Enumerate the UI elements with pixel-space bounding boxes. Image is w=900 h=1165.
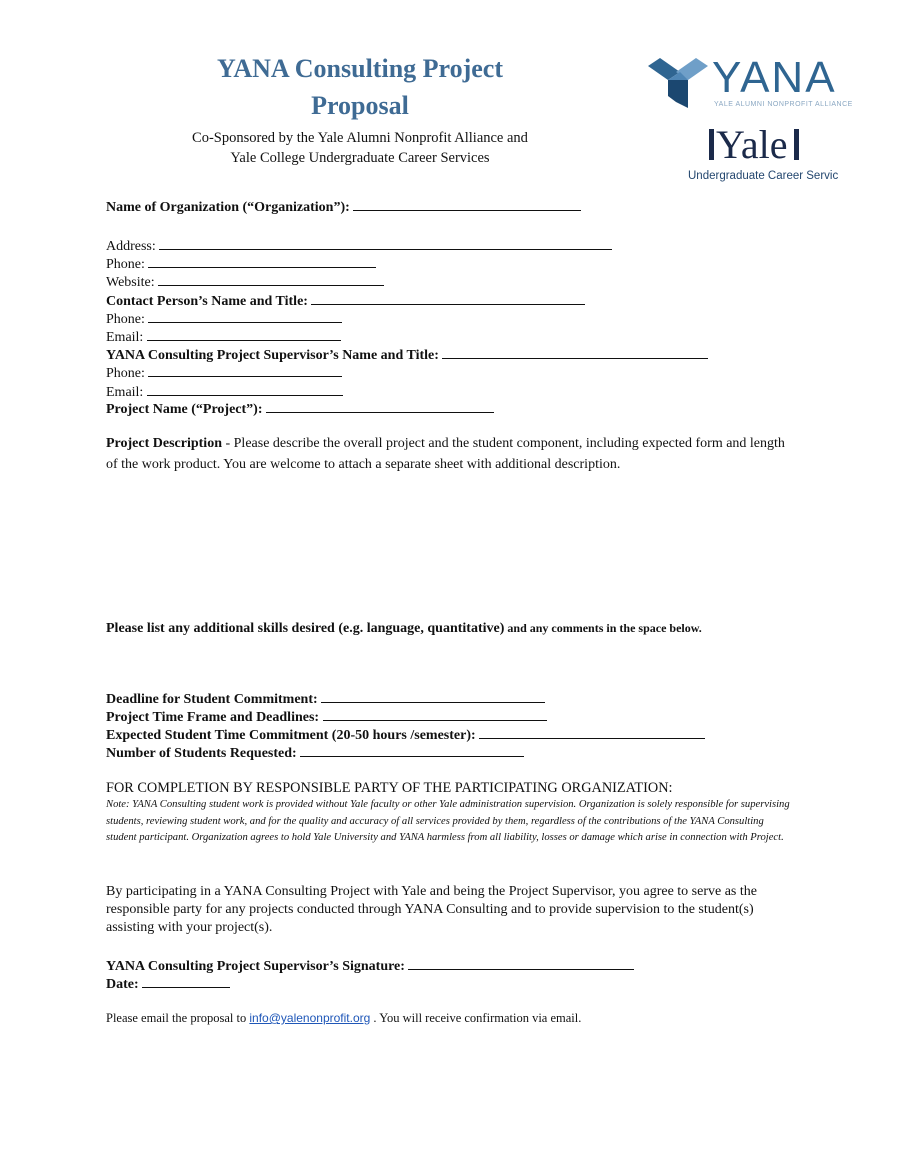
- phone-org-blank[interactable]: [148, 253, 376, 268]
- completion-heading: FOR COMPLETION BY RESPONSIBLE PARTY OF THE PARTICIPATING ORGANIZATION:: [106, 780, 673, 796]
- deadline-blank[interactable]: [321, 688, 545, 703]
- yale-logo-subtitle: Undergraduate Career Servic: [688, 170, 839, 182]
- document-title-line1: YANA Consulting Project: [216, 54, 503, 83]
- org-name-blank[interactable]: [353, 196, 581, 211]
- email-supervisor-blank[interactable]: [147, 381, 343, 396]
- yana-logo-text: YANA: [712, 53, 837, 102]
- footer-text-before: Please email the proposal to: [106, 1011, 250, 1025]
- website-blank[interactable]: [158, 271, 384, 286]
- field-website-label: Website:: [106, 275, 155, 290]
- yale-logo-text: Yale: [716, 122, 788, 167]
- field-deadline-label: Deadline for Student Commitment:: [106, 692, 318, 707]
- field-phone-contact-label: Phone:: [106, 312, 145, 327]
- field-date: [106, 973, 230, 994]
- skills-text: and any comments in the space below.: [504, 621, 702, 635]
- field-date-label: Date:: [106, 977, 139, 992]
- signature-blank[interactable]: [408, 955, 634, 970]
- field-address-label: Address:: [106, 239, 156, 254]
- field-supervisor-label: YANA Consulting Project Supervisor’s Name and Title:: [106, 348, 439, 363]
- liability-note: Note: YANA Consulting student work is provided without Yale faculty or other Yale administration supervision. Organization is solely responsible for supervising students, reviewing student work, and for the quality and accuracy of all services provided by them, regardless of the contributions of the YANA Consulting student participant. Organization agrees to hold Yale University and YANA harmless from all liability, losses or damage which arise in connection with Project.: [106, 799, 790, 843]
- contact-blank[interactable]: [311, 290, 585, 305]
- field-website: [106, 271, 384, 292]
- field-signature-label: YANA Consulting Project Supervisor’s Signature:: [106, 959, 405, 974]
- agreement-paragraph: By participating in a YANA Consulting Project with Yale and being the Project Supervisor, you agree to serve as the responsible party for any projects conducted through YANA Consulting and to provide supervision to the student(s) assisting with your project(s).: [106, 884, 757, 935]
- field-contact-label: Contact Person’s Name and Title:: [106, 294, 308, 309]
- timeframe-blank[interactable]: [323, 706, 547, 721]
- field-phone-org-label: Phone:: [106, 257, 145, 272]
- field-expected-commitment-label: Expected Student Time Commitment (20-50 hours /semester):: [106, 728, 476, 743]
- date-blank[interactable]: [142, 973, 230, 988]
- skills-prompt: [106, 619, 798, 638]
- project-description-text: - Please describe the overall project and the student component, including expected form and length of the work product. You are welcome to attach a separate sheet with additional description.: [106, 436, 785, 472]
- yana-logo-tagline: YALE ALUMNI NONPROFIT ALLIANCE: [714, 101, 853, 108]
- contact-email-link[interactable]: info@yalenonprofit.org: [249, 1011, 371, 1025]
- field-org-name: [106, 196, 581, 217]
- project-description: [106, 433, 798, 475]
- project-name-blank[interactable]: [266, 398, 494, 413]
- field-email-contact-label: Email:: [106, 330, 144, 345]
- subtitle-line2: Yale College Undergraduate Career Services: [230, 150, 490, 166]
- footer-text-after: . You will receive confirmation via email.: [370, 1011, 582, 1025]
- project-description-space[interactable]: [106, 480, 796, 610]
- yana-logo-stem: [668, 80, 688, 108]
- yale-logo-bar-right: [794, 129, 799, 160]
- skills-space[interactable]: [106, 656, 796, 686]
- field-phone-supervisor-label: Phone:: [106, 366, 145, 381]
- phone-supervisor-blank[interactable]: [148, 362, 342, 377]
- field-number-students-label: Number of Students Requested:: [106, 746, 297, 761]
- field-org-name-label: Name of Organization (“Organization”):: [106, 200, 350, 215]
- field-email-supervisor-label: Email:: [106, 385, 144, 400]
- number-students-blank[interactable]: [300, 742, 524, 757]
- field-phone-supervisor: [106, 362, 342, 383]
- phone-contact-blank[interactable]: [148, 308, 342, 323]
- yana-logo-mark: [646, 56, 710, 110]
- yale-logo-bar: [709, 129, 714, 160]
- footer-instructions: [106, 1009, 581, 1027]
- document-title-line2: Proposal: [311, 91, 409, 120]
- supervisor-blank[interactable]: [442, 344, 708, 359]
- project-description-label: Project Description: [106, 436, 222, 451]
- field-timeframe-label: Project Time Frame and Deadlines:: [106, 710, 320, 725]
- field-project-name-label: Project Name (“Project”):: [106, 402, 263, 417]
- subtitle-line1: Co-Sponsored by the Yale Alumni Nonprofit Alliance and: [192, 130, 528, 146]
- address-blank[interactable]: [159, 235, 612, 250]
- skills-label: Please list any additional skills desired (e.g. language, quantitative): [106, 621, 505, 636]
- expected-commitment-blank[interactable]: [479, 724, 705, 739]
- email-contact-blank[interactable]: [147, 326, 341, 341]
- field-project-name: [106, 398, 494, 419]
- field-number-students: [106, 742, 524, 763]
